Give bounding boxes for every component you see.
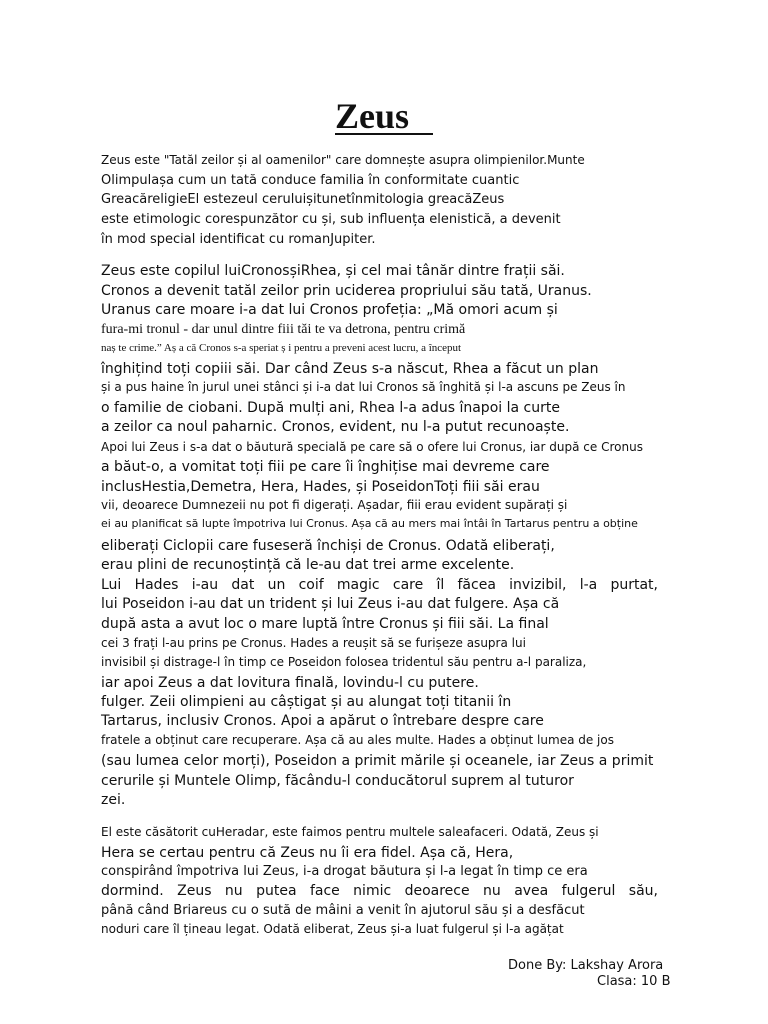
text-line: eliberați Ciclopii care fuseseră închiși de Cronus. Odată eliberați, <box>101 538 555 554</box>
page-title: Zeus <box>0 96 768 136</box>
text-line: naș te crime.” Aș a că Cronos s-a speriat ș i pentru a preveni acest lucru, a început <box>101 342 462 354</box>
text-line: Uranus care moare i-a dat lui Cronos profeția: „Mă omori acum și <box>101 302 558 318</box>
text-line: inclusHestia,Demetra, Hera, Hades, și PoseidonToți fiii săi erau <box>101 479 540 495</box>
text-line: zei. <box>101 792 126 808</box>
text-line: o familie de ciobani. După mulți ani, Rhea l-a adus înapoi la curte <box>101 400 560 416</box>
text-line: Olimpulașa cum un tată conduce familia în conformitate cuantic <box>101 173 520 188</box>
done-by-label: Done By: Lakshay Arora <box>508 958 664 973</box>
text-line: Lui Hades i-au dat un coif magic care îl făcea invizibil, l-a purtat, <box>101 577 658 593</box>
text-line: Tartarus, inclusiv Cronos. Apoi a apărut o întrebare despre care <box>101 713 544 729</box>
text-line: Hera se certau pentru că Zeus nu îi era fidel. Așa că, Hera, <box>101 845 514 861</box>
text-line: ei au planificat să lupte împotriva lui Cronus. Așa că au mers mai întâi în Tartarus pentru a obține <box>101 517 638 530</box>
text-line: a băut-o, a vomitat toți fiii pe care îi înghițise mai devreme care <box>101 459 550 475</box>
class-label: Clasa: 10 B <box>597 974 671 989</box>
text-line: GreacăreligieEl estezeul ceruluișitunetînmitologia greacăZeus <box>101 192 505 207</box>
text-line: conspirând împotriva lui Zeus, i-a drogat băutura și l-a legat în timp ce era <box>101 864 588 879</box>
text-line: (sau lumea celor morți), Poseidon a primit mările și oceanele, iar Zeus a primit <box>101 753 654 769</box>
text-line: El este căsătorit cuHeradar, este faimos pentru multele saleafaceri. Odată, Zeus și <box>101 825 599 839</box>
text-line: a zeilor ca noul paharnic. Cronos, evident, nu l-a putut recunoaște. <box>101 419 570 435</box>
text-line: iar apoi Zeus a dat lovitura finală, lovindu-l cu putere. <box>101 675 479 691</box>
text-line: fura-mi tronul - dar unul dintre fiii tăi te va detrona, pentru crimă <box>101 322 466 337</box>
text-line: vii, deoarece Dumnezeii nu pot fi digerați. Așadar, fiii erau evident supărați și <box>101 498 568 512</box>
text-line: Cronos a devenit tatăl zeilor prin uciderea propriului său tată, Uranus. <box>101 283 592 299</box>
text-line: erau plini de recunoștință că le-au dat trei arme excelente. <box>101 557 515 573</box>
text-line: și a pus haine în jurul unei stânci și i-a dat lui Cronos să înghită și l-a ascuns pe Zeus în <box>101 380 626 394</box>
text-line: cei 3 frați l-au prins pe Cronus. Hades a reușit să se furișeze asupra lui <box>101 636 526 650</box>
text-line: lui Poseidon i-au dat un trident și lui Zeus i-au dat fulgere. Așa că <box>101 596 560 612</box>
text-line: Zeus este copilul luiCronosșiRhea, și cel mai tânăr dintre frații săi. <box>101 263 565 279</box>
text-line: fratele a obținut care recuperare. Așa că au ales multe. Hades a obținut lumea de jos <box>101 733 614 747</box>
text-line: dormind. Zeus nu putea face nimic deoarece nu avea fulgerul său, <box>101 883 658 899</box>
text-line: Apoi lui Zeus i s-a dat o băutură specială pe care să o ofere lui Cronus, iar după ce Cronus <box>101 440 643 454</box>
text-line: este etimologic corespunzător cu și, sub influența elenistică, a devenit <box>101 212 561 227</box>
text-line: noduri care îl țineau legat. Odată eliberat, Zeus și-a luat fulgerul și l-a agățat <box>101 922 564 936</box>
text-line: înghițind toți copiii săi. Dar când Zeus s-a născut, Rhea a făcut un plan <box>101 361 599 377</box>
text-line: fulger. Zeii olimpieni au câștigat și au alungat toți titanii în <box>101 694 512 710</box>
text-line: cerurile și Muntele Olimp, făcându-l conducătorul suprem al tuturor <box>101 773 574 789</box>
text-line: până când Briareus cu o sută de mâini a venit în ajutorul său și a desfăcut <box>101 903 585 918</box>
text-line: după asta a avut loc o mare luptă între Cronus și fiii săi. La final <box>101 616 549 632</box>
text-line: invisibil și distrage-l în timp ce Poseidon folosea tridentul său pentru a-l paraliza, <box>101 655 587 669</box>
text-line: Zeus este "Tatăl zeilor și al oamenilor" care domnește asupra olimpienilor.Munte <box>101 153 585 167</box>
text-line: în mod special identificat cu romanJupiter. <box>101 232 376 247</box>
